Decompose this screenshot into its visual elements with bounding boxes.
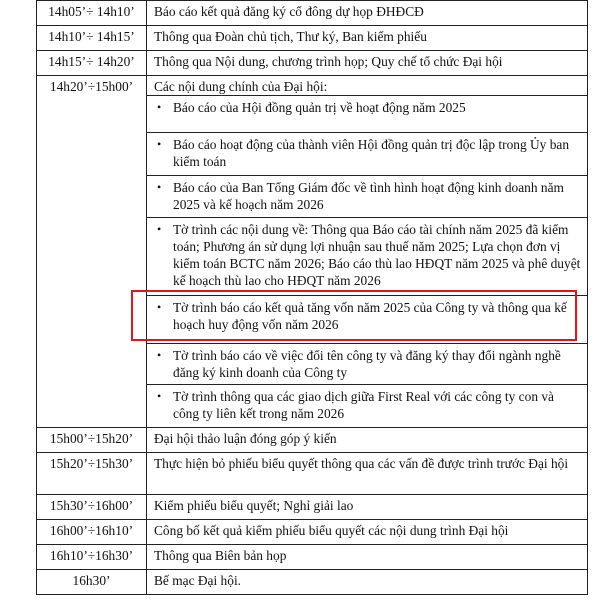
time-cell: 16h10’÷16h30’ — [37, 545, 147, 570]
content-cell: Thông qua Biên bản họp — [147, 545, 588, 570]
list-item — [147, 217, 587, 295]
list-item — [147, 132, 587, 175]
time-cell: 15h20’÷15h30’ — [37, 453, 147, 495]
list-item — [147, 384, 587, 427]
list-item — [147, 343, 587, 384]
list-item-text: Báo cáo của Hội đồng quản trị về hoạt động năm 2025 — [173, 100, 466, 115]
list-item-text: Tờ trình báo cáo về việc đổi tên công ty và đăng ký thay đổi ngành nghề đăng ký kinh doanh của Công ty — [173, 348, 561, 380]
bullet-icon: • — [157, 348, 162, 362]
agenda-row — [37, 520, 588, 545]
list-item-text: Tờ trình báo cáo kết quả tăng vốn năm 2025 của Công ty và thông qua kế hoạch huy động vốn năm 2026 — [173, 300, 567, 332]
agenda-row — [37, 26, 588, 51]
content-cell: Báo cáo kết quả đăng ký cổ đông dự họp ĐHĐCĐ — [147, 1, 588, 26]
bullet-icon: • — [157, 137, 162, 151]
agenda-table — [36, 0, 588, 595]
list-item-text: Tờ trình thông qua các giao dịch giữa First Real với các công ty con và công ty liên kết trong năm 2026 — [173, 389, 554, 421]
list-item-highlighted — [147, 295, 587, 343]
time-cell: 14h10’÷ 14h15’ — [37, 26, 147, 51]
content-cell: Đại hội thảo luận đóng góp ý kiến — [147, 428, 588, 453]
agenda-row — [37, 570, 588, 595]
content-cell: Kiểm phiếu biểu quyết; Nghỉ giải lao — [147, 495, 588, 520]
agenda-row — [37, 453, 588, 495]
agenda-row — [37, 428, 588, 453]
agenda-row — [37, 495, 588, 520]
time-cell: 14h05’÷ 14h10’ — [37, 1, 147, 26]
list-item-text: Báo cáo hoạt động của thành viên Hội đồng quản trị độc lập trong Ủy ban kiểm toán — [173, 137, 570, 169]
main-session-heading: Các nội dung chính của Đại hội: — [154, 79, 328, 94]
main-session-time: 14h20’÷15h00’ — [37, 76, 147, 428]
list-item — [147, 95, 587, 132]
bullet-icon: • — [157, 100, 162, 114]
bullet-icon: • — [157, 389, 162, 403]
content-cell: Thông qua Nội dung, chương trình họp; Quy chế tổ chức Đại hội — [147, 51, 588, 76]
bullet-icon: • — [157, 300, 162, 314]
content-cell: Công bố kết quả kiểm phiếu biểu quyết các nội dung trình Đại hội — [147, 520, 588, 545]
bullet-icon: • — [157, 180, 162, 194]
list-item-text: Tờ trình các nội dung về: Thông qua Báo cáo tài chính năm 2025 đã kiểm toán; Phương án sử dụng lợi nhuận sau thuế năm 2025; Lựa chọn đơn vị kiểm toán BCTC năm 2026; Báo cáo thù lao HĐQT năm 2025 và phê duyệt kế hoạch thù lao cho HĐQT năm 2026 — [173, 222, 581, 288]
time-cell: 16h00’÷16h10’ — [37, 520, 147, 545]
time-cell: 16h30’ — [37, 570, 147, 595]
content-cell: Thông qua Đoàn chủ tịch, Thư ký, Ban kiểm phiếu — [147, 26, 588, 51]
list-item — [147, 175, 587, 217]
time-cell: 14h15’÷ 14h20’ — [37, 51, 147, 76]
time-cell: 15h00’÷15h20’ — [37, 428, 147, 453]
content-cell: Bế mạc Đại hội. — [147, 570, 588, 595]
main-session-content — [147, 76, 588, 428]
main-session-row — [37, 76, 588, 428]
bullet-icon: • — [157, 222, 162, 236]
content-cell: Thực hiện bỏ phiếu biểu quyết thông qua các vấn đề được trình trước Đại hội — [147, 453, 588, 495]
main-session-list — [147, 95, 587, 427]
agenda-row — [37, 1, 588, 26]
agenda-row — [37, 51, 588, 76]
time-cell: 15h30’÷16h00’ — [37, 495, 147, 520]
list-item-text: Báo cáo của Ban Tổng Giám đốc về tình hình hoạt động kinh doanh năm 2025 và kế hoạch năm 2026 — [173, 180, 564, 212]
agenda-row — [37, 545, 588, 570]
